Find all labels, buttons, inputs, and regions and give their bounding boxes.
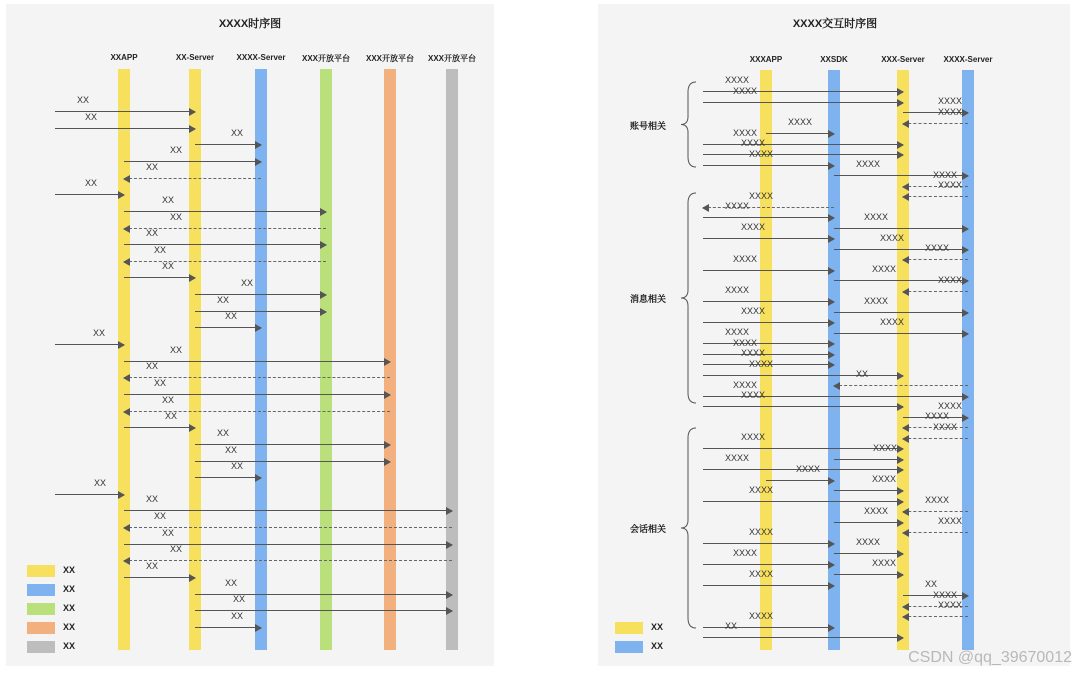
right-message-label: XXXX <box>933 422 958 432</box>
group-label: 消息相关 <box>630 294 667 304</box>
left-message-label: XX <box>217 295 230 305</box>
left-message-label: XX <box>162 195 175 205</box>
left-message-label: XX <box>146 361 159 371</box>
right-message-label: XXXX <box>864 506 889 516</box>
right-message-label: XXXX <box>938 180 963 190</box>
right-message-label: XXXX <box>741 222 766 232</box>
right-message-label: XXXX <box>938 600 963 610</box>
left-message-label: XX <box>146 228 159 238</box>
right-message-label: XX <box>856 369 869 379</box>
left-diagram-title: XXXX时序图 <box>218 18 282 30</box>
left-message-label: XX <box>231 461 244 471</box>
right-message-label: XXXX <box>856 159 881 169</box>
right-message-label: XXXX <box>749 191 774 201</box>
left-lifeline-header: XXX开放平台 <box>365 54 415 63</box>
right-message-label: XXXX <box>872 558 897 568</box>
left-legend-label: XX <box>63 565 76 575</box>
right-message-label: XXXX <box>872 264 897 274</box>
left-message-label: XX <box>94 478 107 488</box>
right-message-label: XXXX <box>733 338 758 348</box>
right-message-label: XXXX <box>788 117 813 127</box>
left-message-label: XX <box>85 112 98 122</box>
left-message-label: XX <box>77 95 90 105</box>
right-message-label: XXXX <box>938 275 963 285</box>
right-message-label: XXXX <box>796 464 821 474</box>
right-message-label: XXXX <box>741 432 766 442</box>
left-message-label: XX <box>146 162 159 172</box>
right-message-label: XXXX <box>749 485 774 495</box>
right-message-label: XXXX <box>741 138 766 148</box>
right-lifeline-header: XXXAPP <box>749 55 783 64</box>
csdn-watermark: CSDN @qq_39670012 <box>908 649 1072 666</box>
right-message-label: XXXX <box>856 537 881 547</box>
right-message-label: XXXX <box>872 474 897 484</box>
left-message-label: XX <box>154 511 167 521</box>
group-label: 账号相关 <box>630 120 667 131</box>
right-message-label: XXXX <box>725 327 750 337</box>
group-brace-icon <box>681 82 696 167</box>
right-message-label: XXXX <box>749 611 774 621</box>
left-message-label: XX <box>225 578 238 588</box>
left-legend-label: XX <box>63 622 76 632</box>
left-message-label: XX <box>225 311 238 321</box>
right-message-label: XXXX <box>925 243 950 253</box>
right-message-label: XXXX <box>733 254 758 264</box>
left-message-label: XX <box>233 594 246 604</box>
left-message-label: XX <box>231 611 244 621</box>
right-message-label: XXXX <box>933 170 958 180</box>
right-message-label: XXXX <box>725 453 750 463</box>
left-message-label: XX <box>231 128 244 138</box>
right-legend-label: XX <box>651 641 664 651</box>
right-message-label: XXXX <box>933 590 958 600</box>
left-message-label: XX <box>146 494 159 504</box>
left-message-label: XX <box>217 428 230 438</box>
left-message-label: XX <box>165 411 178 421</box>
right-message-label: XXXX <box>938 96 963 106</box>
right-lifeline-header: XXXX-Server <box>943 55 993 64</box>
left-lifeline-header: XX-Server <box>175 53 215 62</box>
right-message-label: XX <box>725 621 738 631</box>
right-lifeline-header: XXX-Server <box>881 55 925 64</box>
left-lifeline-header: XXAPP <box>110 53 138 62</box>
left-message-label: XX <box>225 445 238 455</box>
right-message-label: XXXX <box>938 401 963 411</box>
right-message-label: XXXX <box>725 201 750 211</box>
right-message-label: XXXX <box>733 128 758 138</box>
left-message-label: XX <box>170 544 183 554</box>
right-legend-label: XX <box>651 622 664 632</box>
left-message-label: XX <box>93 328 106 338</box>
right-message-label: XXXX <box>749 569 774 579</box>
right-message-label: XXXX <box>864 296 889 306</box>
left-legend-label: XX <box>63 584 76 594</box>
group-brace-icon <box>681 428 696 628</box>
right-message-label: XXXX <box>864 212 889 222</box>
right-message-label: XXXX <box>733 548 758 558</box>
right-message-label: XXXX <box>938 107 963 117</box>
right-message-label: XXXX <box>925 411 950 421</box>
left-message-label: XX <box>162 395 175 405</box>
right-message-label: XXXX <box>749 359 774 369</box>
left-message-label: XX <box>170 212 183 222</box>
left-message-label: XX <box>170 145 183 155</box>
right-message-label: XXXX <box>741 390 766 400</box>
right-diagram-title: XXXX交互时序图 <box>792 18 878 30</box>
right-lifeline-header: XXSDK <box>820 55 848 64</box>
left-message-label: XX <box>170 345 183 355</box>
right-message-label: XXXX <box>733 380 758 390</box>
left-message-label: XX <box>241 278 254 288</box>
group-brace-icon <box>681 193 696 403</box>
left-legend-label: XX <box>63 603 76 613</box>
left-message-label: XX <box>154 245 167 255</box>
right-message-label: XXXX <box>938 516 963 526</box>
left-message-label: XX <box>85 178 98 188</box>
right-message-label: XXXX <box>925 495 950 505</box>
left-message-label: XX <box>146 561 159 571</box>
left-lifeline-header: XXX开放平台 <box>301 54 351 63</box>
left-lifeline-header: XXXX-Server <box>236 53 286 62</box>
right-message-label: XXXX <box>741 348 766 358</box>
right-message-label: XX <box>925 579 938 589</box>
left-message-label: XX <box>154 378 167 388</box>
right-message-label: XXXX <box>880 317 905 327</box>
right-message-label: XXXX <box>880 233 905 243</box>
right-message-label: XXXX <box>741 306 766 316</box>
left-lifeline-header: XXX开放平台 <box>427 54 477 63</box>
right-message-label: XXXX <box>725 75 750 85</box>
right-message-label: XXXX <box>733 86 758 96</box>
left-message-label: XX <box>162 261 175 271</box>
right-message-label: XXXX <box>749 527 774 537</box>
right-message-label: XXXX <box>873 443 898 453</box>
right-message-label: XXXX <box>725 285 750 295</box>
left-message-label: XX <box>162 528 175 538</box>
group-label: 会话相关 <box>630 524 667 534</box>
left-legend-label: XX <box>63 641 76 651</box>
right-message-label: XXXX <box>749 149 774 159</box>
